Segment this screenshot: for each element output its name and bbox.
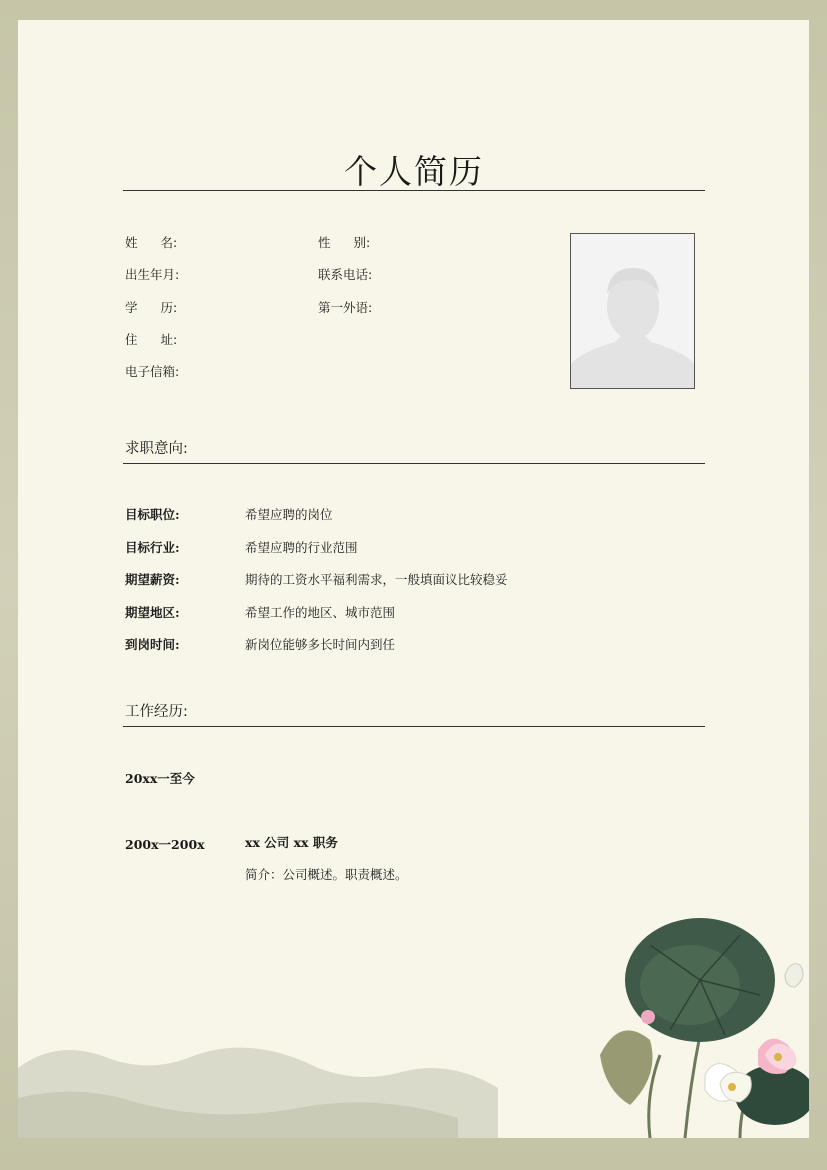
name-label: 姓名: xyxy=(125,235,178,250)
work-position: xx 公司 xx 职务 xyxy=(245,835,338,850)
target-industry-label: 目标行业: xyxy=(125,540,180,555)
email-label: 电子信箱: xyxy=(125,364,180,379)
expected-region-label: 期望地区: xyxy=(125,605,180,620)
work-intro: 简介：公司概述。职责概述。 xyxy=(245,867,408,882)
work-experience-rule xyxy=(123,726,705,727)
photo-placeholder[interactable] xyxy=(570,233,695,389)
education-label: 学历: xyxy=(125,300,178,315)
expected-salary-value: 期待的工资水平福利需求，一般填面议比较稳妥 xyxy=(245,572,508,587)
job-intention-rule xyxy=(123,463,705,464)
target-position-value: 希望应聘的岗位 xyxy=(245,507,333,522)
start-time-value: 新岗位能够多长时间内到任 xyxy=(245,637,396,652)
work-period-1: 20xx一至今 xyxy=(125,771,195,786)
expected-region-value: 希望工作的地区、城市范围 xyxy=(245,605,396,620)
birth-label: 出生年月: xyxy=(125,267,180,282)
page-title: 个人简历 xyxy=(344,152,484,191)
person-silhouette-icon xyxy=(571,234,694,388)
language-label: 第一外语: xyxy=(318,300,373,315)
address-label: 住址: xyxy=(125,332,178,347)
target-industry-value: 希望应聘的行业范围 xyxy=(245,540,358,555)
lotus-decoration xyxy=(590,905,809,1138)
title-rule xyxy=(123,190,705,191)
work-experience-heading: 工作经历: xyxy=(125,704,188,720)
job-intention-heading: 求职意向: xyxy=(125,441,188,457)
phone-label: 联系电话: xyxy=(318,267,373,282)
work-period-2: 200x一200x xyxy=(125,837,205,852)
gender-label: 性别: xyxy=(318,235,371,250)
start-time-label: 到岗时间: xyxy=(125,637,180,652)
expected-salary-label: 期望薪资: xyxy=(125,572,180,587)
target-position-label: 目标职位: xyxy=(125,507,180,522)
